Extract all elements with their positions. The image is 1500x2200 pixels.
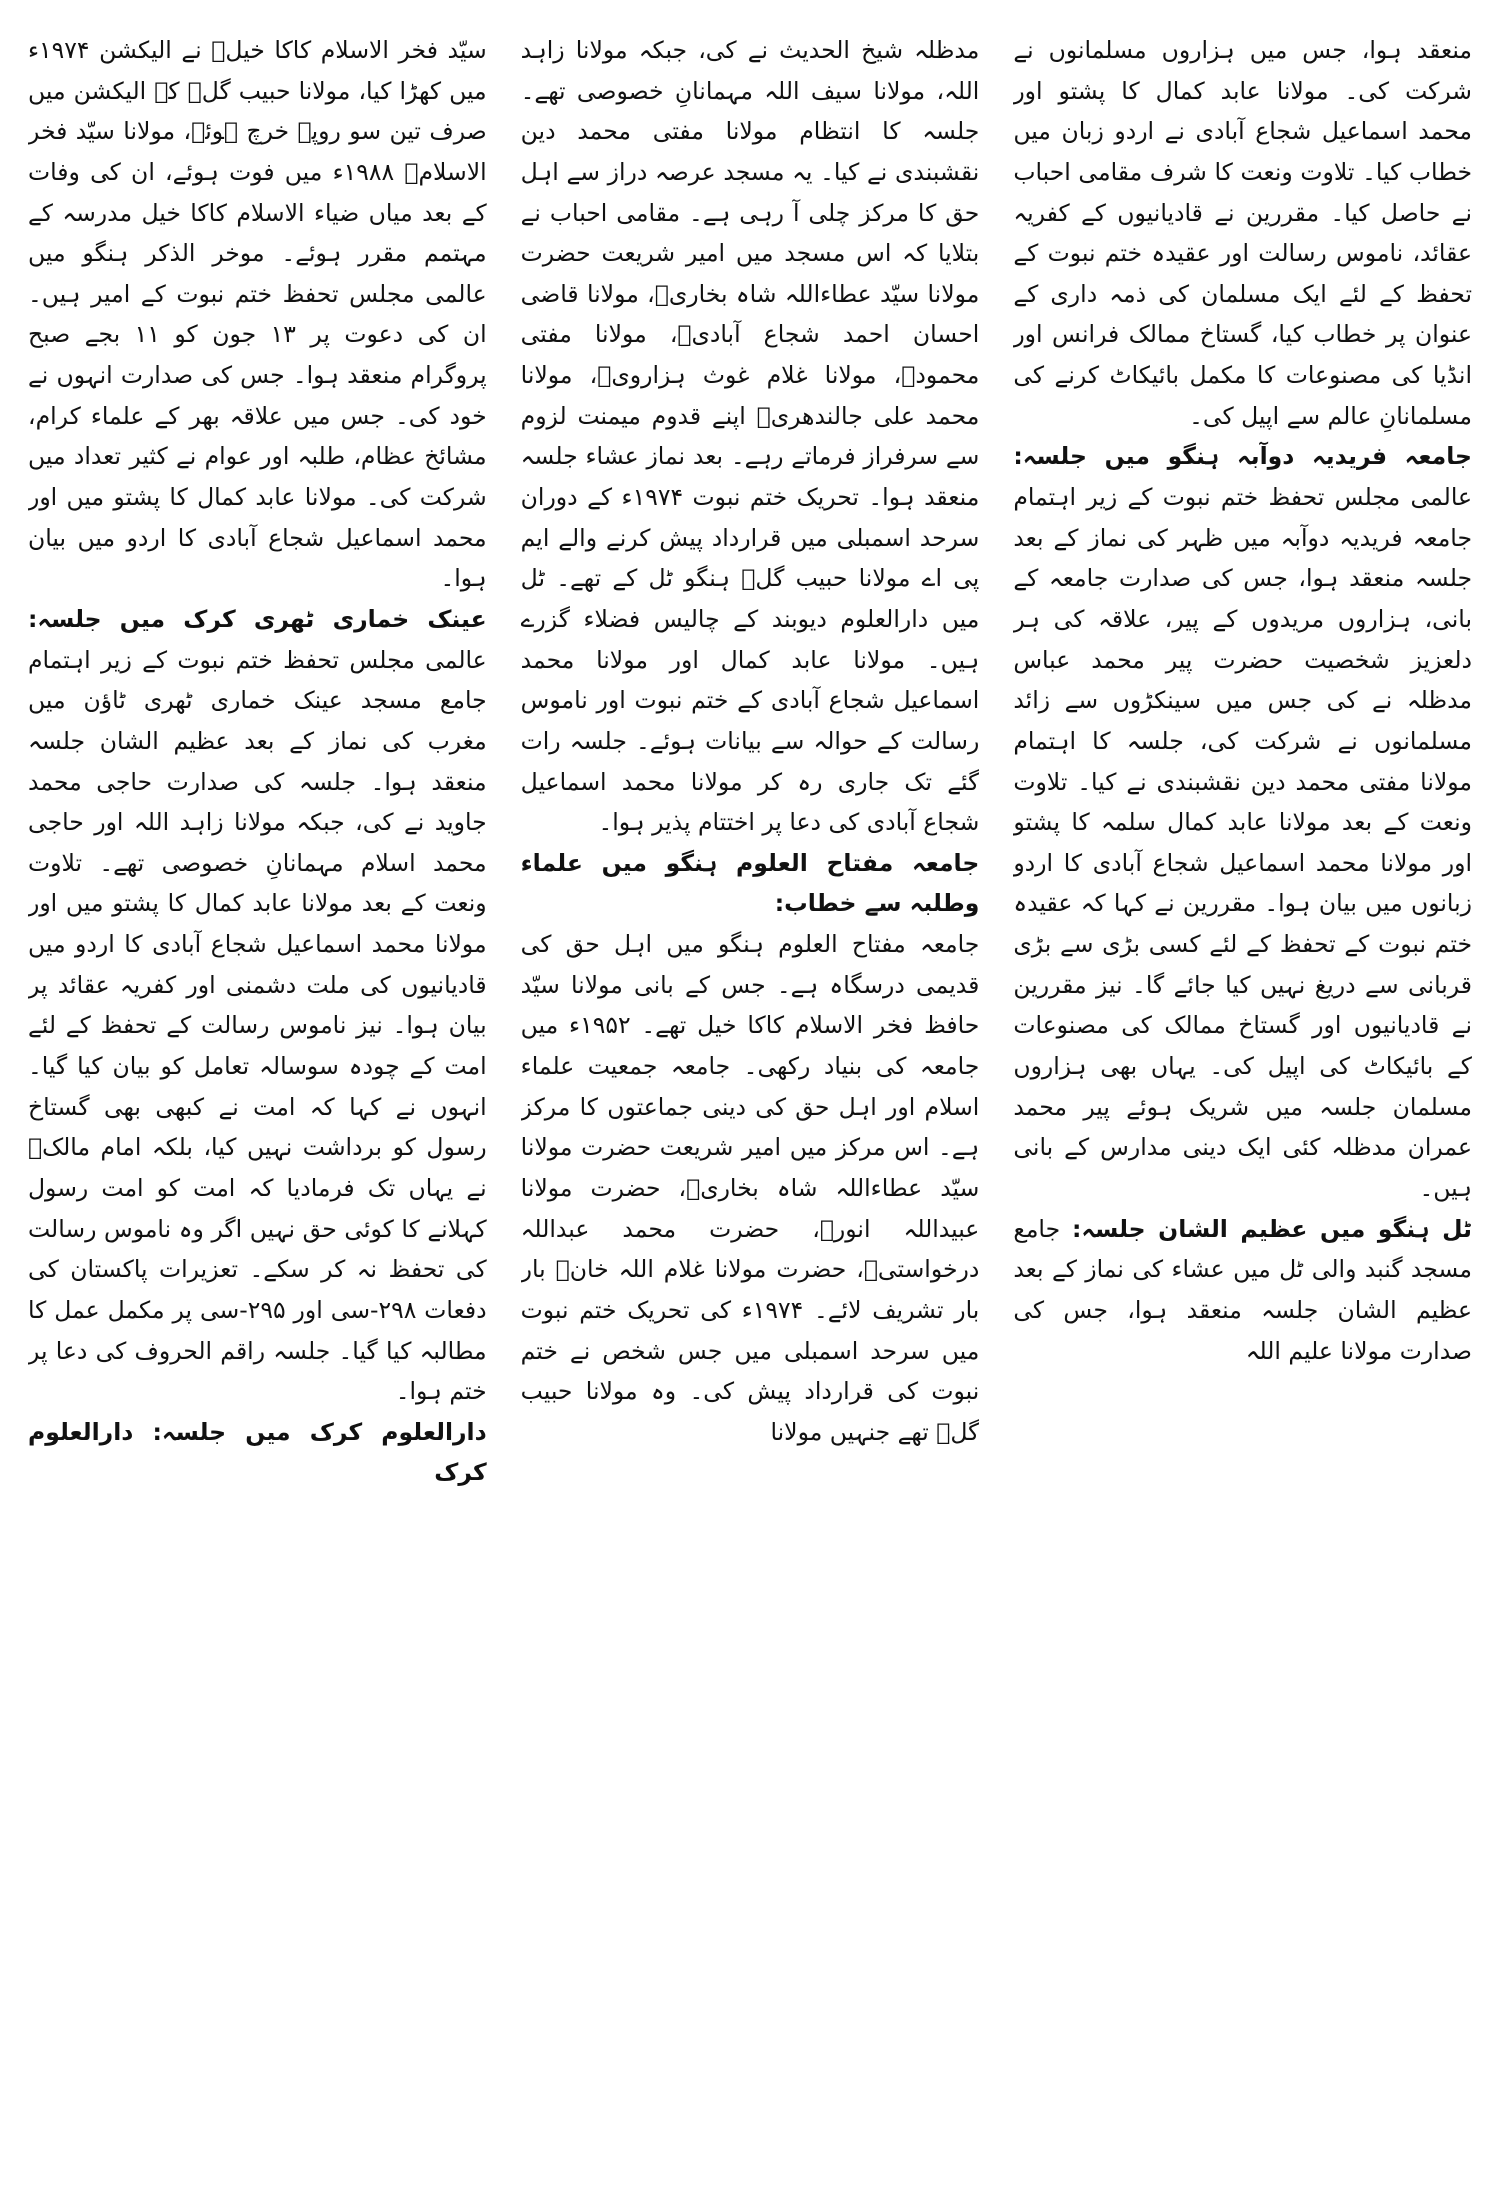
paragraph: سیّد فخر الاسلام کاکا خیلؒ نے الیکشن ۱۹۷۴ء میں کھڑا کیا، مولانا حبیب گلؒ کے الیکشن میں صرف تین سو روپے خرچ ہوئے، مولانا سیّد فخر الاسلامؒ ۱۹۸۸ء میں فوت ہوئے، ان کی وفات کے بعد میاں ضیاء الاسلام کاکا خیل مدرسہ کے مہتمم مقرر ہوئے۔ موخر الذکر ہنگو میں عالمی مجلس تحفظ ختم نبوت کے امیر ہیں۔ ان کی دعوت پر ۱۳ جون کو ۱۱ بجے صبح پروگرام منعقد ہوا۔ جس کی صدارت انہوں نے خود کی۔ جس میں علاقہ بھر کے علماء کرام، مشائخ عظام، طلبہ اور عوام نے کثیر تعداد میں شرکت کی۔ مولانا عابد کمال کا پشتو میں اور محمد اسماعیل شجاع آبادی کا اردو میں بیان ہوا۔ — [27, 36, 487, 593]
column-right — [1013, 30, 1472, 2180]
column-left — [28, 30, 487, 2180]
section-heading: جامعہ مفتاح العلوم ہنگو میں علماء وطلبہ سے خطاب: — [520, 848, 980, 918]
column-middle — [521, 30, 980, 2180]
section-heading: جامعہ فریدیہ دوآبہ ہنگو میں جلسہ: — [1013, 442, 1472, 471]
section-heading: ٹل ہنگو میں عظیم الشان جلسہ: — [1071, 1214, 1472, 1243]
paragraph: مدظلہ شیخ الحدیث نے کی، جبکہ مولانا زاہد اللہ، مولانا سیف اللہ مہمانانِ خصوصی تھے۔ جلسہ کا انتظام مولانا مفتی محمد دین نقشبندی نے کیا۔ یہ مسجد عرصہ دراز سے اہل حق کا مرکز چلی آ رہی ہے۔ مقامی احباب نے بتلایا کہ اس مسجد میں امیر شریعت حضرت مولانا سیّد عطاءاللہ شاہ بخاریؒ، مولانا قاضی احسان احمد شجاع آبادیؒ، مولانا مفتی محمودؒ، مولانا غلام غوث ہزارویؒ، مولانا محمد علی جالندھریؒ اپنے قدوم میمنت لزوم سے سرفراز فرماتے رہے۔ بعد نماز عشاء جلسہ منعقد ہوا۔ تحریک ختم نبوت ۱۹۷۴ء کے دوران سرحد اسمبلی میں قرارداد پیش کرنے والے ایم پی اے مولانا حبیب گلؒ ہنگو ٹل کے تھے۔ ٹل میں دارالعلوم دیوبند کے چالیس فضلاء گزرے ہیں۔ مولانا عابد کمال اور مولانا محمد اسماعیل شجاع آبادی کے ختم نبوت اور ناموس رسالت کے حوالہ سے بیانات ہوئے۔ جلسہ رات گئے تک جاری رہ کر مولانا محمد اسماعیل شجاع آبادی کی دعا پر اختتام پذیر ہوا۔ — [520, 36, 980, 837]
section-heading: عینک خماری ٹھری کرک میں جلسہ: — [27, 604, 487, 633]
section-paragraph — [28, 599, 487, 1412]
paragraph: جامعہ مفتاح العلوم ہنگو میں اہل حق کی قدیمی درسگاہ ہے۔ جس کے بانی مولانا سیّد حافظ فخر الاسلام کاکا خیل تھے۔ ۱۹۵۲ء میں جامعہ کی بنیاد رکھی۔ جامعہ جمعیت علماء اسلام اور اہل حق کی دینی جماعتوں کا مرکز ہے۔ اس مرکز میں امیر شریعت حضرت مولانا سیّد عطاءاللہ شاہ بخاریؒ، حضرت مولانا عبیداللہ انورؒ، حضرت محمد عبداللہ درخواستیؒ، حضرت مولانا غلام اللہ خانؒ بار بار تشریف لائے۔ ۱۹۷۴ء کی تحریک ختم نبوت میں سرحد اسمبلی میں جس شخص نے ختم نبوت کی قرارداد پیش کی۔ وہ مولانا حبیب گلؒ تھے جنہیں مولانا — [520, 930, 980, 1446]
section-heading: دارالعلوم کرک میں جلسہ: دارالعلوم کرک — [27, 1417, 487, 1487]
paragraph: منعقد ہوا، جس میں ہزاروں مسلمانوں نے شرکت کی۔ مولانا عابد کمال کا پشتو اور محمد اسماعیل شجاع آبادی نے اردو زبان میں خطاب کیا۔ تلاوت ونعت کا شرف مقامی احباب نے حاصل کیا۔ مقررین نے قادیانیوں کے کفریہ عقائد، ناموس رسالت اور عقیدہ ختم نبوت کے تحفظ کے لئے ایک مسلمان کی ذمہ داری کے عنوان پر خطاب کیا، گستاخ ممالک فرانس اور انڈیا کی مصنوعات کا مکمل بائیکاٹ کرنے کی مسلمانانِ عالم سے اپیل کی۔ — [1013, 36, 1472, 430]
section-paragraph — [1013, 436, 1472, 1208]
section-paragraph — [1013, 1209, 1472, 1372]
section-body: جامع مسجد گنبد والی ٹل میں عشاء کی نماز کے بعد عظیم الشان جلسہ منعقد ہوا، جس کی صدارت مولانا علیم اللہ — [1013, 1214, 1472, 1365]
section-body: عالمی مجلس تحفظ ختم نبوت کے زیر اہتمام جامع مسجد عینک خماری ٹھری ٹاؤن میں مغرب کی نماز کے بعد عظیم الشان جلسہ منعقد ہوا۔ جلسہ کی صدارت حاجی محمد جاوید نے کی، جبکہ مولانا زاہد اللہ اور حاجی محمد اسلام مہمانانِ خصوصی تھے۔ تلاوت ونعت کے بعد مولانا عابد کمال کا پشتو میں اور مولانا محمد اسماعیل شجاع آبادی کا اردو میں قادیانیوں کی ملت دشمنی اور کفریہ عقائد پر بیان ہوا۔ نیز ناموس رسالت کے تحفظ کے لئے امت کے چودہ سوسالہ تعامل کو بیان کیا گیا۔ انہوں نے کہا کہ امت نے کبھی بھی گستاخ رسول کو برداشت نہیں کیا، بلکہ امام مالکؒ نے یہاں تک فرمادیا کہ امت کو امت رسول کہلانے کا کوئی حق نہیں اگر وہ ناموس رسالت کی تحفظ نہ کر سکے۔ تعزیرات پاکستان کی دفعات ۲۹۸-سی اور ۲۹۵-سی پر مکمل عمل کا مطالبہ کیا گیا۔ جلسہ راقم الحروف کی دعا پر ختم ہوا۔ — [27, 645, 487, 1406]
section-body: عالمی مجلس تحفظ ختم نبوت کے زیر اہتمام جامعہ فریدیہ دوآبہ میں ظہر کی نماز کے بعد جلسہ منعقد ہوا، جس کی صدارت جامعہ کے بانی، ہزاروں مریدوں کے پیر، علاقہ کی ہر دلعزیز شخصیت حضرت پیر محمد عباس مدظلہ نے کی جس میں سینکڑوں سے زائد مسلمانوں نے شرکت کی، جلسہ کا اہتمام مولانا مفتی محمد دین نقشبندی نے کیا۔ تلاوت ونعت کے بعد مولانا عابد کمال سلمہ کا پشتو اور مولانا محمد اسماعیل شجاع آبادی کا اردو زبانوں میں بیان ہوا۔ مقررین نے کہا کہ عقیدہ ختم نبوت کے تحفظ کے لئے کسی بڑی سے بڑی قربانی سے دریغ نہیں کیا جائے گا۔ نیز مقررین نے قادیانیوں اور گستاخ ممالک کی مصنوعات کے بائیکاٹ کی اپیل کی۔ یہاں بھی ہزاروں مسلمان جلسہ میں شریک ہوئے پیر محمد عمران مدظلہ کئی ایک دینی مدارس کے بانی ہیں۔ — [1013, 483, 1472, 1202]
